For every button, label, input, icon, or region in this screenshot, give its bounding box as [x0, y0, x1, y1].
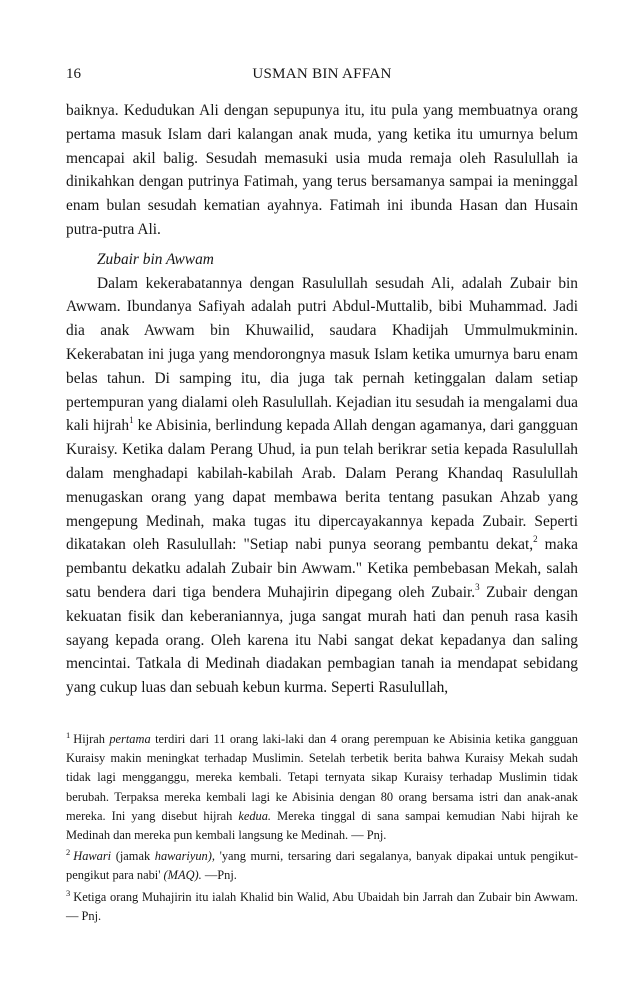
paragraph-text: ke Abisinia, berlindung kepada Allah dengan agamanya, dari gangguan Kuraisy. Ketika dalam Perang Uhud, ia pun telah berikrar setia kepada Rasulullah dalam menghadapi kabilah-kabilah Arab. Dalam Perang Khandaq Rasulullah menugaskan orang yang dapat membawa berita tentang pasukan Ahzab yang mengepung Medinah, maka tugas itu dipercayakannya kepada Zubair. Seperti dikatakan oleh Rasulullah: "Setiap nabi punya seorang pembantu dekat, — [66, 417, 578, 554]
main-text — [66, 99, 578, 700]
footnote-reference[interactable]: 3 — [475, 581, 480, 592]
footnote-reference[interactable]: 2 — [533, 534, 538, 545]
running-title: USMAN BIN AFFAN — [252, 66, 392, 82]
footnote-text: hawariyun), — [154, 849, 215, 864]
footnote-text: terdiri dari 11 orang laki-laki dan 4 orang perempuan ke Abisinia ketika gangguan Kuraisy makin meningkat terhadap Muslimin. Setelah terbetik berita bahwa Kuraisy Mekah sudah tidak lagi mengganggu, mereka kembali. Tetapi ternyata sikap Kuraisy terhadap Muslimin tidak berubah. Terpaksa mereka kembali lagi ke Abisinia dengan 80 orang bersama istri dan anak-anak mereka. Ini yang disebut hijrah — [66, 732, 578, 823]
page-header — [66, 66, 578, 86]
footnote-text: Ketiga orang Muhajirin itu ialah Khalid bin Walid, Abu Ubaidah bin Jarrah dan Zubair bin Awwam. — Pnj. — [66, 889, 578, 923]
footnote — [66, 847, 578, 885]
paragraph — [66, 272, 578, 700]
page-number: 16 — [66, 66, 81, 82]
paragraph: baiknya. Kedudukan Ali dengan sepupunya itu, itu pula yang membuatnya orang pertama masuk Islam dari kalangan anak muda, yang ketika itu umurnya belum mencapai akil balig. Sesudah memasuki usia muda remaja oleh Rasulullah ia dinikahkan dengan putrinya Fatimah, yang terus bersamanya sampai ia meninggal enam bulan sesudah kematian ayahnya. Fatimah ini ibunda Hasan dan Husain putra-putra Ali. — [66, 102, 578, 238]
footnote-text: —Pnj. — [201, 868, 237, 883]
footnote-text: (jamak — [111, 849, 155, 864]
footnote-text: 'yang murni, tersaring dari segalanya, banyak dipakai untuk pengikut-pengikut para nabi' — [66, 849, 578, 883]
footnote-reference[interactable]: 1 — [129, 415, 134, 426]
footnote-text: kedua. — [238, 808, 272, 823]
footnote-marker: 3 — [66, 887, 71, 898]
footnote — [66, 888, 578, 926]
footnote-text: Hijrah — [73, 732, 110, 746]
paragraph-text: maka pembantu dekatku adalah Zubair bin Awwam." Ketika pembebasan Mekah, salah satu bendera dari tiga bendera Muhajirin dipegang oleh Zubair. — [66, 536, 578, 601]
paragraph-text: Zubair dengan kekuatan fisik dan keberaniannya, juga sangat murah hati dan penuh rasa kasih sayang kepada orang. Oleh karena itu Nabi sangat dekat kepadanya dan saling mencintai. Tatkala di Medinah diadakan pembagian tanah ia mendapat sebidang yang cukup luas dan sebuah kebun kurma. Seperti Rasulullah, — [66, 583, 578, 697]
footnotes — [66, 730, 578, 928]
section-heading: Zubair bin Awwam — [97, 250, 214, 268]
footnote-text: pertama — [109, 732, 151, 746]
footnote-marker: 2 — [66, 847, 71, 858]
footnote-text: Hawari — [73, 849, 112, 864]
footnote-text: (MAQ). — [163, 868, 202, 883]
footnote — [66, 730, 578, 845]
paragraph-text: Dalam kekerabatannya dengan Rasulullah sesudah Ali, adalah Zubair bin Awwam. Ibundanya Safiyah adalah putri Abdul-Muttalib, bibi Muhammad. Jadi dia anak Awwam bin Khuwailid, saudara Khadijah Ummulmukminin. Kekerabatan ini juga yang mendorongnya masuk Islam ketika umurnya baru enam belas tahun. Di samping itu, dia juga tak pernah ketinggalan dalam setiap pertempuran yang dialami oleh Rasulullah. Kejadian itu sesudah ia mengalami dua kali hijrah — [66, 274, 578, 435]
footnote-marker: 1 — [66, 730, 71, 740]
footnote-text: Mereka tinggal di sana sampai kemudian Nabi hijrah ke Medinah dan mereka pun kembali langsung ke Medinah. — Pnj. — [66, 808, 578, 843]
